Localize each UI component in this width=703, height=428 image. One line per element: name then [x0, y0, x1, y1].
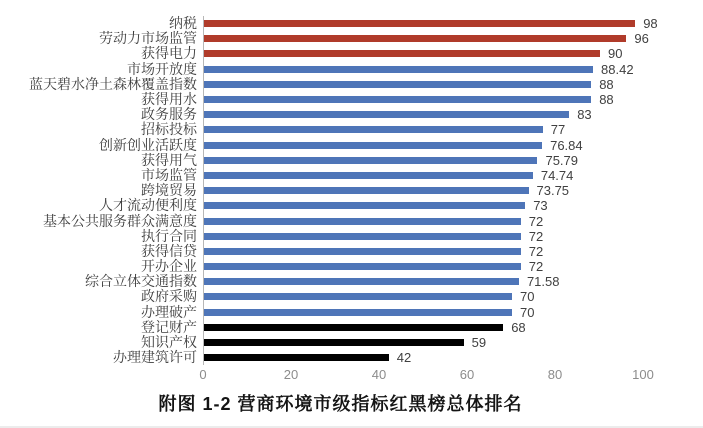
bar [204, 248, 521, 255]
bar [204, 126, 543, 133]
bar-zone [203, 274, 703, 289]
bar-value-label: 73 [533, 198, 548, 214]
x-axis-tick-label: 0 [199, 367, 207, 383]
bar [204, 81, 591, 88]
bar-zone [203, 16, 703, 31]
chart-row [0, 77, 703, 92]
bar [204, 96, 591, 103]
bar [204, 309, 512, 316]
bar-value-label: 88 [599, 76, 614, 92]
bar-value-label: 72 [528, 228, 544, 244]
category-label: 获得信贷 [141, 242, 197, 259]
chart-row [0, 168, 703, 183]
bar-zone [203, 350, 703, 365]
bar [204, 233, 521, 240]
bar-zone [203, 62, 703, 77]
category-label: 办理建筑许可 [113, 349, 197, 366]
bar-zone [203, 289, 703, 304]
chart-row [0, 138, 703, 153]
category-label: 获得用气 [141, 151, 197, 168]
category-label: 知识产权 [141, 334, 197, 351]
bar [204, 324, 503, 331]
bar-value-label: 83 [577, 107, 592, 123]
category-label: 办理破产 [141, 303, 197, 320]
bar [204, 218, 521, 225]
bar-value-label: 42 [396, 350, 412, 366]
bar-zone [203, 122, 703, 137]
chart-row [0, 229, 703, 244]
category-label: 招标投标 [141, 121, 197, 138]
x-axis-tick-label: 60 [459, 367, 475, 383]
bar-value-label: 72 [528, 243, 544, 259]
chart-title: 附图 1-2 营商环境市级指标红黑榜总体排名 [158, 394, 523, 415]
category-label: 人才流动便利度 [99, 197, 197, 214]
category-label: 市场开放度 [127, 60, 197, 77]
bar [204, 293, 512, 300]
category-label: 登记财产 [141, 318, 197, 335]
chart-row [0, 350, 703, 365]
category-label: 政务服务 [141, 106, 197, 123]
bar-value-label: 74.74 [540, 167, 574, 183]
chart-row [0, 289, 703, 304]
bar-value-label: 59 [471, 335, 487, 351]
category-label: 开办企业 [141, 258, 197, 275]
category-label: 综合立体交通指数 [85, 273, 197, 290]
bar [204, 278, 519, 285]
bar-value-label: 77 [550, 122, 566, 138]
bar-value-label: 76.84 [550, 137, 583, 153]
bar-zone [203, 92, 703, 107]
category-label: 劳动力市场监管 [99, 30, 197, 47]
chart-row [0, 183, 703, 198]
category-label: 市场监管 [141, 166, 197, 183]
bar-zone [203, 46, 703, 61]
category-label: 创新创业活跃度 [99, 136, 197, 153]
bar [204, 339, 464, 346]
bar-value-label: 68 [511, 319, 526, 335]
bar-value-label: 72 [528, 259, 544, 275]
bar-zone [203, 107, 703, 122]
chart-row [0, 46, 703, 61]
bar [204, 187, 529, 194]
x-axis [198, 367, 703, 387]
category-label: 纳税 [169, 15, 197, 32]
chart-row [0, 259, 703, 274]
bar [204, 35, 626, 42]
chart-row [0, 244, 703, 259]
bar-zone [203, 213, 703, 228]
category-label: 基本公共服务群众满意度 [43, 212, 197, 229]
category-label: 蓝天碧水净土森林覆盖指数 [29, 75, 197, 92]
bar-value-label: 72 [528, 213, 544, 229]
chart-row [0, 153, 703, 168]
bar [204, 157, 537, 164]
bar-value-label: 98 [643, 16, 658, 32]
bar-value-label: 90 [608, 46, 623, 62]
bar-zone [203, 320, 703, 335]
chart-row [0, 213, 703, 228]
bar [204, 50, 600, 57]
bar-value-label: 96 [634, 31, 649, 47]
bar [204, 172, 533, 179]
chart-row [0, 198, 703, 213]
bar-zone [203, 259, 703, 274]
chart-row [0, 274, 703, 289]
bar-zone [203, 77, 703, 92]
bar [204, 202, 525, 209]
bar [204, 66, 593, 73]
bar-zone [203, 335, 703, 350]
bar-zone [203, 168, 703, 183]
chart-row [0, 335, 703, 350]
x-axis-tick-label: 100 [632, 367, 654, 383]
bar-zone [203, 198, 703, 213]
category-label: 执行合同 [141, 227, 197, 244]
chart-row [0, 122, 703, 137]
bar-zone [203, 229, 703, 244]
bar-value-label: 88.42 [601, 61, 634, 77]
x-axis-tick-label: 40 [371, 367, 387, 383]
bar-zone [203, 31, 703, 46]
category-label: 获得电力 [141, 45, 197, 62]
chart-row [0, 320, 703, 335]
bar-value-label: 75.79 [545, 152, 579, 168]
bar-zone [203, 183, 703, 198]
chart-row [0, 92, 703, 107]
bar [204, 263, 521, 270]
bar-zone [203, 244, 703, 259]
bar-value-label: 88 [599, 92, 614, 108]
x-axis-tick-label: 80 [547, 367, 563, 383]
chart-row [0, 62, 703, 77]
bar [204, 111, 569, 118]
bar-zone [203, 305, 703, 320]
chart-row [0, 16, 703, 31]
bar-value-label: 71.58 [526, 274, 560, 290]
bar-zone [203, 153, 703, 168]
x-axis-tick-label: 20 [283, 367, 299, 383]
bar-zone [203, 138, 703, 153]
bar-value-label: 70 [520, 304, 535, 320]
chart-row [0, 107, 703, 122]
category-label: 政府采购 [141, 288, 197, 305]
category-label: 跨境贸易 [141, 182, 197, 199]
chart-row [0, 31, 703, 46]
bar [204, 20, 635, 27]
chart-row [0, 305, 703, 320]
bar [204, 142, 542, 149]
category-label: 获得用水 [141, 91, 197, 108]
bar-value-label: 70 [520, 289, 535, 305]
bar [204, 354, 389, 361]
bar-value-label: 73.75 [536, 183, 570, 199]
